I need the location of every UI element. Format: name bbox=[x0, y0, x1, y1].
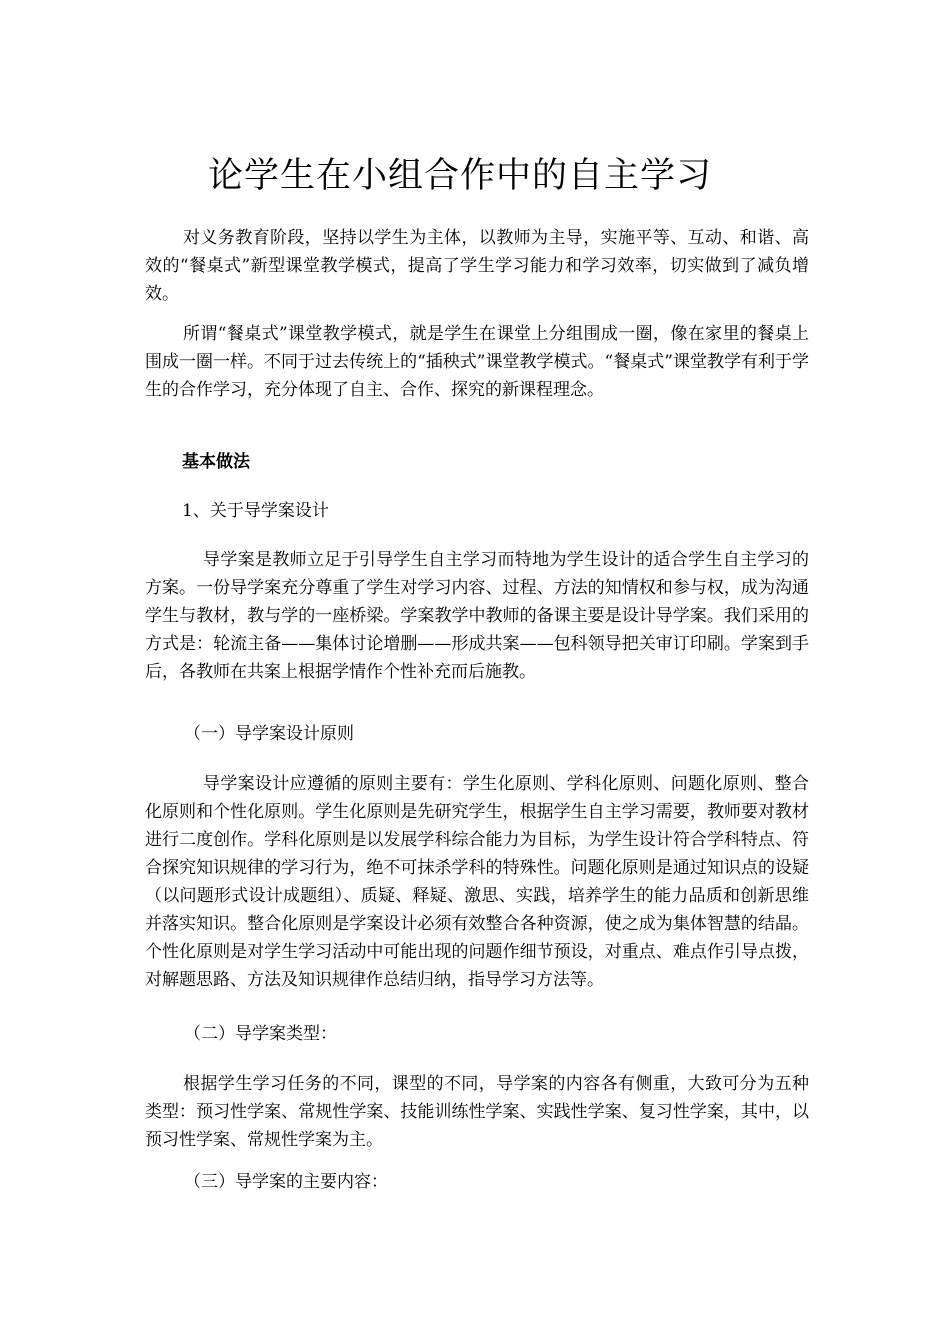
document-title: 论学生在小组合作中的自主学习 bbox=[207, 156, 712, 196]
paragraph-design-principles: 导学案设计应遵循的原则主要有：学生化原则、学科化原则、问题化原则、整合化原则和个性化原则。学生化原则是先研究学生，根据学生自主学习需要，教师要对教材进行二度创作。学科化原则是以发展学科综合能力为目标，为学生设计符合学科特点、符合探究知识规律的学习行为，绝不可抹杀学科的特殊性。问题化原则是通过知识点的设疑（以问题形式设计成题组）、质疑、释疑、激思、实践，培养学生的能力品质和创新思维并落实知识。整合化原则是学案设计必须有效整合各种资源，使之成为集体智慧的结晶。个性化原则是对学生学习活动中可能出现的问题作细节预设，对重点、难点作引导点拨，对解题思路、方法及知识规律作总结归纳，指导学习方法等。 bbox=[145, 774, 809, 990]
section-heading-guide-design: 1、关于导学案设计 bbox=[182, 501, 329, 521]
paragraph-guide-types: 根据学生学习任务的不同，课型的不同，导学案的内容各有侧重，大致可分为五种类型：预习性学案、常规性学案、技能训练性学案、实践性学案、复习性学案，其中，以预习性学案、常规性学案为主。 bbox=[145, 1074, 809, 1150]
paragraph-definition: 所谓“餐桌式”课堂教学模式，就是学生在课堂上分组围成一圈，像在家里的餐桌上围成一圈一样。不同于过去传统上的“插秧式”课堂教学模式。“餐桌式”课堂教学有利于学生的合作学习，充分体现了自主、合作、探究的新课程理念。 bbox=[145, 324, 809, 400]
subheading-design-principles: （一）导学案设计原则 bbox=[184, 724, 354, 744]
subheading-guide-types: （二）导学案类型： bbox=[184, 1024, 337, 1044]
paragraph-guide-definition: 导学案是教师立足于引导学生自主学习而特地为学生设计的适合学生自主学习的方案。一份导学案充分尊重了学生对学习内容、过程、方法的知情权和参与权，成为沟通学生与教材，教与学的一座桥梁。学案教学中教师的备课主要是设计导学案。我们采用的方式是：轮流主备——集体讨论增删——形成共案——包科领导把关审订印刷。学案到手后，各教师在共案上根据学情作个性补充而后施教。 bbox=[145, 550, 809, 682]
section-heading-basic-method: 基本做法 bbox=[182, 452, 250, 472]
subheading-guide-contents: （三）导学案的主要内容： bbox=[184, 1172, 388, 1192]
paragraph-intro: 对义务教育阶段，坚持以学生为主体，以教师为主导，实施平等、互动、和谐、高效的“餐桌式”新型课堂教学模式，提高了学生学习能力和学习效率，切实做到了减负增效。 bbox=[145, 228, 809, 304]
